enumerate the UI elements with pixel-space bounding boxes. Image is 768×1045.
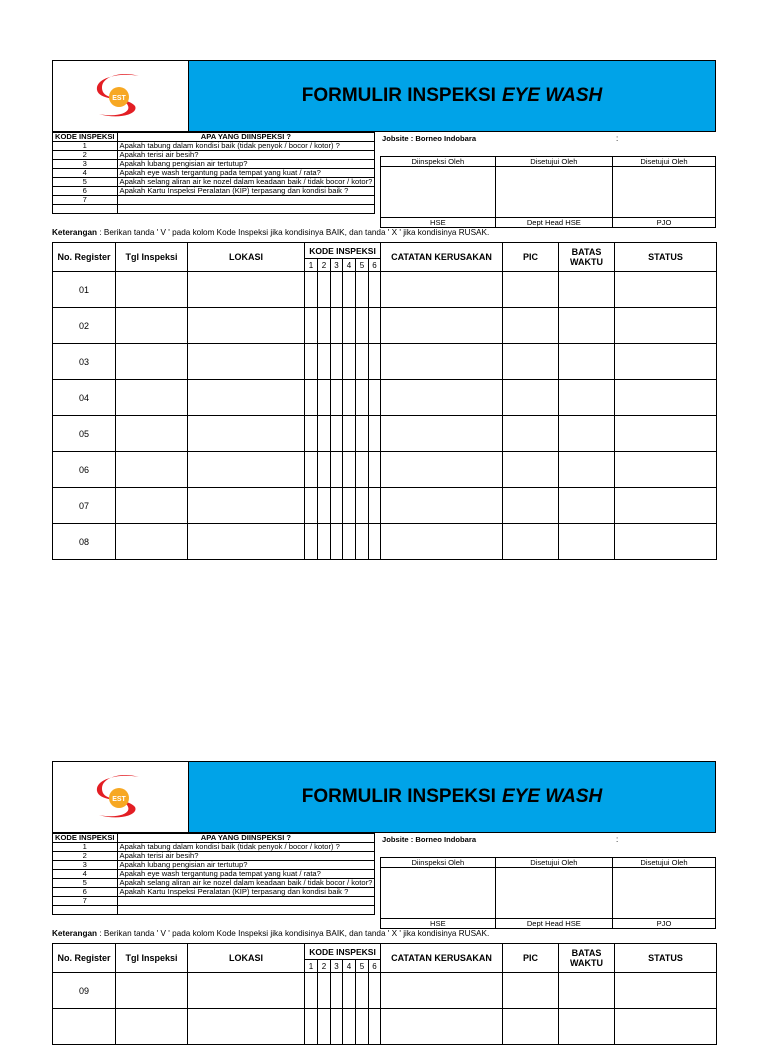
entry-cell[interactable] xyxy=(356,973,369,1009)
entry-cell[interactable] xyxy=(343,308,356,344)
entry-cell[interactable] xyxy=(503,524,559,560)
entry-cell[interactable] xyxy=(188,973,305,1009)
entry-cell[interactable] xyxy=(116,524,188,560)
signoff-header: Disetujui Oleh xyxy=(495,858,612,868)
entry-cell[interactable] xyxy=(188,488,305,524)
entry-cell[interactable] xyxy=(305,524,318,560)
entry-cell[interactable] xyxy=(318,524,331,560)
signoff-role: Dept Head HSE xyxy=(495,218,612,228)
entry-cell[interactable] xyxy=(188,416,305,452)
register-number: 06 xyxy=(53,452,116,488)
company-logo xyxy=(53,61,189,131)
entry-cell[interactable] xyxy=(305,452,318,488)
entry-cell[interactable] xyxy=(369,1009,381,1045)
col-tgl-inspeksi: Tgl Inspeksi xyxy=(116,243,188,272)
entry-cell[interactable] xyxy=(318,272,331,308)
entry-cell[interactable] xyxy=(559,380,615,416)
entry-cell[interactable] xyxy=(503,308,559,344)
entry-cell[interactable] xyxy=(615,1009,717,1045)
signature-box[interactable] xyxy=(613,868,716,919)
entry-cell[interactable] xyxy=(615,452,717,488)
title-main: FORMULIR INSPEKSI xyxy=(301,786,496,807)
entry-cell[interactable] xyxy=(305,308,318,344)
entry-cell[interactable] xyxy=(116,416,188,452)
entry-cell[interactable] xyxy=(356,488,369,524)
entry-cell[interactable] xyxy=(356,308,369,344)
col-status: STATUS xyxy=(615,243,717,272)
table-row xyxy=(53,452,717,488)
kode-num: 4 xyxy=(343,259,356,272)
entry-cell[interactable] xyxy=(331,380,343,416)
entry-cell[interactable] xyxy=(188,524,305,560)
entry-cell[interactable] xyxy=(559,344,615,380)
entry-cell[interactable] xyxy=(343,524,356,560)
keterangan-note: Keterangan : Berikan tanda ' V ' pada kolom Kode Inspeksi jika kondisinya BAIK, dan tanda ' X ' jika kondisinya RUSAK. xyxy=(52,929,490,938)
logo-swoosh-icon xyxy=(89,771,149,823)
entry-cell[interactable] xyxy=(381,1009,503,1045)
colon-label: : xyxy=(616,835,619,844)
col-pic: PIC xyxy=(503,243,559,272)
table-row xyxy=(53,524,717,560)
upper-section xyxy=(52,132,716,228)
entry-cell[interactable] xyxy=(116,488,188,524)
apa-header: APA YANG DIINSPEKSI ? xyxy=(117,133,375,142)
signoff-header: Disetujui Oleh xyxy=(613,858,716,868)
entry-cell[interactable] xyxy=(356,1009,369,1045)
entry-cell[interactable] xyxy=(559,488,615,524)
kode-row: 3 Apakah lubang pengisian air tertutup? xyxy=(53,160,375,169)
entry-cell[interactable] xyxy=(116,380,188,416)
entry-cell[interactable] xyxy=(116,452,188,488)
kode-row: 1 Apakah tabung dalam kondisi baik (tidak penyok / bocor / kotor) ? xyxy=(53,843,375,852)
logo-swoosh-icon xyxy=(89,70,149,122)
entry-cell[interactable] xyxy=(381,308,503,344)
entry-cell[interactable] xyxy=(188,344,305,380)
keterangan-note: Keterangan : Berikan tanda ' V ' pada kolom Kode Inspeksi jika kondisinya BAIK, dan tanda ' X ' jika kondisinya RUSAK. xyxy=(52,228,490,237)
entry-cell[interactable] xyxy=(559,1009,615,1045)
col-pic: PIC xyxy=(503,944,559,973)
entry-cell[interactable] xyxy=(381,452,503,488)
signoff-header: Diinspeksi Oleh xyxy=(381,858,496,868)
table-row xyxy=(53,1009,717,1045)
kode-num: 1 xyxy=(305,259,318,272)
title-italic: EYE WASH xyxy=(501,85,603,106)
entry-cell[interactable] xyxy=(503,380,559,416)
entry-cell[interactable] xyxy=(318,380,331,416)
entry-cell[interactable] xyxy=(356,524,369,560)
entry-cell[interactable] xyxy=(305,416,318,452)
kode-num: 2 xyxy=(318,259,331,272)
col-batas-waktu: BATAS WAKTU xyxy=(559,944,615,973)
table-row xyxy=(53,308,717,344)
form-title xyxy=(189,61,715,131)
kode-row xyxy=(53,205,375,214)
entry-cell[interactable] xyxy=(615,416,717,452)
entry-cell[interactable] xyxy=(503,488,559,524)
jobsite-label: Jobsite : Borneo Indobara xyxy=(382,835,477,844)
col-lokasi: LOKASI xyxy=(188,243,305,272)
upper-section xyxy=(52,833,716,929)
kode-row xyxy=(53,906,375,915)
entry-cell[interactable] xyxy=(331,272,343,308)
kode-row: 1 Apakah tabung dalam kondisi baik (tidak penyok / bocor / kotor) ? xyxy=(53,142,375,151)
signoff-table xyxy=(380,156,716,228)
form-header xyxy=(52,60,716,132)
entry-cell[interactable] xyxy=(369,524,381,560)
entry-cell[interactable] xyxy=(559,416,615,452)
entry-cell[interactable] xyxy=(331,1009,343,1045)
entry-cell[interactable] xyxy=(116,308,188,344)
table-row xyxy=(53,973,717,1009)
col-lokasi: LOKASI xyxy=(188,944,305,973)
entry-cell[interactable] xyxy=(331,344,343,380)
col-no-register: No. Register xyxy=(53,944,116,973)
register-number: 04 xyxy=(53,380,116,416)
kode-header: KODE INSPEKSI xyxy=(53,133,118,142)
inspection-form-1 xyxy=(52,60,716,547)
kode-num: 3 xyxy=(331,259,343,272)
entry-cell[interactable] xyxy=(369,380,381,416)
entry-cell[interactable] xyxy=(318,973,331,1009)
entry-cell[interactable] xyxy=(356,380,369,416)
table-row xyxy=(53,416,717,452)
entry-cell[interactable] xyxy=(305,1009,318,1045)
entry-cell[interactable] xyxy=(343,973,356,1009)
entry-cell[interactable] xyxy=(559,524,615,560)
entry-cell[interactable] xyxy=(343,380,356,416)
entry-cell[interactable] xyxy=(116,272,188,308)
entry-cell[interactable] xyxy=(559,272,615,308)
entry-cell[interactable] xyxy=(305,344,318,380)
col-catatan: CATATAN KERUSAKAN xyxy=(381,944,503,973)
col-kode-inspeksi: KODE INSPEKSI xyxy=(305,944,381,960)
entry-cell[interactable] xyxy=(615,524,717,560)
kode-row: 7 xyxy=(53,196,375,205)
entry-cell[interactable] xyxy=(331,452,343,488)
kode-row: 5 Apakah selang aliran air ke nozel dalam keadaan baik / tidak bocor / kotor? xyxy=(53,178,375,187)
entry-cell[interactable] xyxy=(369,272,381,308)
entry-cell[interactable] xyxy=(331,524,343,560)
entry-cell[interactable] xyxy=(318,308,331,344)
entry-cell[interactable] xyxy=(369,488,381,524)
entry-cell[interactable] xyxy=(615,344,717,380)
entry-cell[interactable] xyxy=(369,344,381,380)
entry-cell[interactable] xyxy=(116,1009,188,1045)
signature-box[interactable] xyxy=(613,167,716,218)
signature-box[interactable] xyxy=(495,868,612,919)
kode-row: 4 Apakah eye wash tergantung pada tempat yang kuat / rata? xyxy=(53,169,375,178)
entry-cell[interactable] xyxy=(116,973,188,1009)
kode-row: 5 Apakah selang aliran air ke nozel dalam keadaan baik / tidak bocor / kotor? xyxy=(53,879,375,888)
entry-cell[interactable] xyxy=(343,452,356,488)
entry-cell[interactable] xyxy=(615,488,717,524)
entry-cell[interactable] xyxy=(318,416,331,452)
form-header xyxy=(52,761,716,833)
entry-cell[interactable] xyxy=(503,973,559,1009)
entry-cell[interactable] xyxy=(503,1009,559,1045)
jobsite-label: Jobsite : Borneo Indobara xyxy=(382,134,477,143)
entry-cell[interactable] xyxy=(503,344,559,380)
entry-cell[interactable] xyxy=(356,272,369,308)
apa-header: APA YANG DIINSPEKSI ? xyxy=(117,834,375,843)
signature-box[interactable] xyxy=(381,167,496,218)
table-row xyxy=(53,272,717,308)
entry-cell[interactable] xyxy=(318,1009,331,1045)
kode-num: 3 xyxy=(331,960,343,973)
entry-cell[interactable] xyxy=(615,308,717,344)
entry-cell[interactable] xyxy=(331,416,343,452)
col-kode-inspeksi: KODE INSPEKSI xyxy=(305,243,381,259)
table-row xyxy=(53,380,717,416)
entry-cell[interactable] xyxy=(318,488,331,524)
entry-cell[interactable] xyxy=(188,380,305,416)
kode-row: 6 Apakah Kartu Inspeksi Peralatan (KIP) terpasang dan kondisi baik ? xyxy=(53,187,375,196)
kode-num: 4 xyxy=(343,960,356,973)
entry-cell[interactable] xyxy=(369,452,381,488)
register-table xyxy=(52,943,717,1045)
entry-cell[interactable] xyxy=(356,344,369,380)
register-number: 05 xyxy=(53,416,116,452)
kode-table xyxy=(52,833,375,915)
entry-cell[interactable] xyxy=(381,416,503,452)
entry-cell[interactable] xyxy=(305,380,318,416)
signoff-table xyxy=(380,857,716,929)
entry-cell[interactable] xyxy=(381,344,503,380)
title-italic: EYE WASH xyxy=(501,786,603,807)
signoff-role: PJO xyxy=(613,218,716,228)
kode-num: 6 xyxy=(369,259,381,272)
entry-cell[interactable] xyxy=(188,1009,305,1045)
entry-cell[interactable] xyxy=(356,416,369,452)
entry-cell[interactable] xyxy=(305,272,318,308)
signoff-role: HSE xyxy=(381,218,496,228)
kode-row: 2 Apakah terisi air besih? xyxy=(53,151,375,160)
signoff-header: Diinspeksi Oleh xyxy=(381,157,496,167)
signoff-header: Disetujui Oleh xyxy=(495,157,612,167)
entry-cell[interactable] xyxy=(343,416,356,452)
entry-cell[interactable] xyxy=(116,344,188,380)
kode-row: 2 Apakah terisi air besih? xyxy=(53,852,375,861)
logo-text: EST xyxy=(112,95,126,102)
kode-num: 6 xyxy=(369,960,381,973)
form-title xyxy=(189,762,715,832)
entry-cell[interactable] xyxy=(503,416,559,452)
signature-box[interactable] xyxy=(495,167,612,218)
signoff-header: Disetujui Oleh xyxy=(613,157,716,167)
entry-cell[interactable] xyxy=(381,973,503,1009)
table-row xyxy=(53,344,717,380)
logo-text: EST xyxy=(112,796,126,803)
entry-cell[interactable] xyxy=(331,308,343,344)
entry-cell[interactable] xyxy=(615,380,717,416)
entry-cell[interactable] xyxy=(188,308,305,344)
entry-cell[interactable] xyxy=(559,452,615,488)
kode-num: 5 xyxy=(356,259,369,272)
entry-cell[interactable] xyxy=(369,308,381,344)
kode-row: 7 xyxy=(53,897,375,906)
register-number: 08 xyxy=(53,524,116,560)
entry-cell[interactable] xyxy=(369,973,381,1009)
entry-cell[interactable] xyxy=(343,488,356,524)
entry-cell[interactable] xyxy=(503,272,559,308)
entry-cell[interactable] xyxy=(343,272,356,308)
entry-cell[interactable] xyxy=(559,308,615,344)
entry-cell[interactable] xyxy=(503,452,559,488)
entry-cell[interactable] xyxy=(381,488,503,524)
kode-num: 2 xyxy=(318,960,331,973)
signoff-role: HSE xyxy=(381,919,496,929)
entry-cell[interactable] xyxy=(331,488,343,524)
entry-cell[interactable] xyxy=(343,1009,356,1045)
signoff-role: PJO xyxy=(613,919,716,929)
kode-num: 5 xyxy=(356,960,369,973)
col-catatan: CATATAN KERUSAKAN xyxy=(381,243,503,272)
kode-table xyxy=(52,132,375,214)
entry-cell[interactable] xyxy=(369,416,381,452)
register-number: 02 xyxy=(53,308,116,344)
entry-cell[interactable] xyxy=(318,452,331,488)
kode-row: 4 Apakah eye wash tergantung pada tempat yang kuat / rata? xyxy=(53,870,375,879)
kode-row: 3 Apakah lubang pengisian air tertutup? xyxy=(53,861,375,870)
entry-cell[interactable] xyxy=(188,452,305,488)
register-number xyxy=(53,1009,116,1045)
entry-cell[interactable] xyxy=(305,973,318,1009)
register-number: 03 xyxy=(53,344,116,380)
entry-cell[interactable] xyxy=(615,973,717,1009)
register-table xyxy=(52,242,717,560)
entry-cell[interactable] xyxy=(188,272,305,308)
signoff-role: Dept Head HSE xyxy=(495,919,612,929)
entry-cell[interactable] xyxy=(615,272,717,308)
kode-row: 6 Apakah Kartu Inspeksi Peralatan (KIP) terpasang dan kondisi baik ? xyxy=(53,888,375,897)
signature-box[interactable] xyxy=(381,868,496,919)
kode-header: KODE INSPEKSI xyxy=(53,834,118,843)
register-number: 01 xyxy=(53,272,116,308)
entry-cell[interactable] xyxy=(381,272,503,308)
inspection-form-2 xyxy=(52,761,716,996)
entry-cell[interactable] xyxy=(381,380,503,416)
col-tgl-inspeksi: Tgl Inspeksi xyxy=(116,944,188,973)
col-no-register: No. Register xyxy=(53,243,116,272)
table-row xyxy=(53,488,717,524)
entry-cell[interactable] xyxy=(559,973,615,1009)
col-batas-waktu: BATAS WAKTU xyxy=(559,243,615,272)
register-number: 07 xyxy=(53,488,116,524)
kode-num: 1 xyxy=(305,960,318,973)
entry-cell[interactable] xyxy=(318,344,331,380)
entry-cell[interactable] xyxy=(356,452,369,488)
entry-cell[interactable] xyxy=(305,488,318,524)
register-number: 09 xyxy=(53,973,116,1009)
entry-cell[interactable] xyxy=(331,973,343,1009)
title-main: FORMULIR INSPEKSI xyxy=(301,85,496,106)
entry-cell[interactable] xyxy=(381,524,503,560)
colon-label: : xyxy=(616,134,619,143)
company-logo xyxy=(53,762,189,832)
col-status: STATUS xyxy=(615,944,717,973)
entry-cell[interactable] xyxy=(343,344,356,380)
